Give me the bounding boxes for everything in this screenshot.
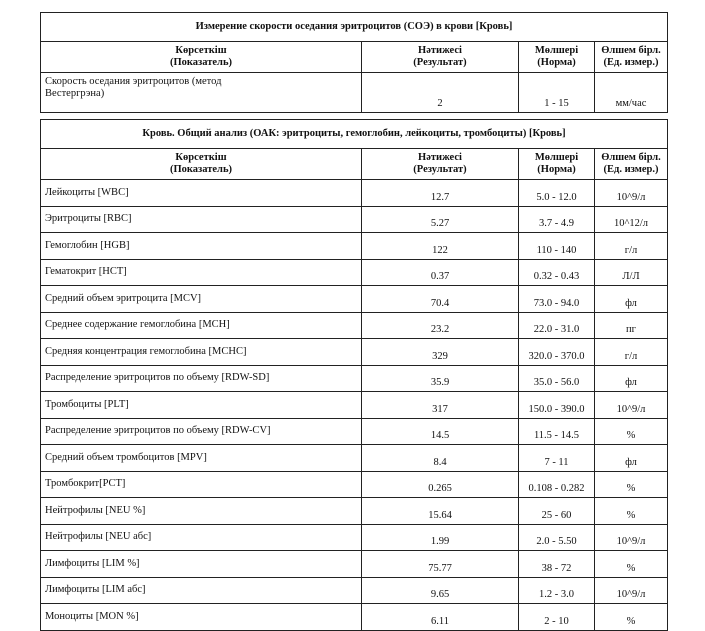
table-row	[41, 312, 668, 339]
table-row	[41, 286, 668, 313]
test-norm: 0.32 - 0.43	[519, 259, 595, 286]
table-row	[41, 418, 668, 445]
test-norm: 2.0 - 5.50	[519, 524, 595, 551]
table-row	[41, 365, 668, 392]
test-name: Лимфоциты [LIM %]	[41, 551, 362, 578]
test-unit: 10^12/л	[595, 206, 668, 233]
test-norm: 7 - 11	[519, 445, 595, 472]
lab-report	[40, 12, 667, 631]
cbc-header-unit: Өлшем бірл. (Ед. измер.)	[595, 149, 668, 180]
test-unit: г/л	[595, 233, 668, 260]
cbc-header-row	[41, 149, 668, 180]
test-value: 23.2	[362, 312, 519, 339]
test-value: 35.9	[362, 365, 519, 392]
test-unit: 10^9/л	[595, 524, 668, 551]
test-name: Нейтрофилы [NEU %]	[41, 498, 362, 525]
test-unit: пг	[595, 312, 668, 339]
test-value: 6.11	[362, 604, 519, 631]
test-unit: мм/час	[595, 73, 668, 113]
test-unit: %	[595, 471, 668, 498]
section-spacer	[41, 113, 668, 120]
test-value: 12.7	[362, 180, 519, 207]
test-unit: фл	[595, 445, 668, 472]
test-unit: %	[595, 498, 668, 525]
table-row	[41, 445, 668, 472]
test-norm: 3.7 - 4.9	[519, 206, 595, 233]
test-value: 0.265	[362, 471, 519, 498]
test-norm: 110 - 140	[519, 233, 595, 260]
esr-header-row	[41, 42, 668, 73]
test-value: 122	[362, 233, 519, 260]
esr-header-norm: Мөлшері (Норма)	[519, 42, 595, 73]
table-row	[41, 604, 668, 631]
test-norm: 38 - 72	[519, 551, 595, 578]
table-row	[41, 471, 668, 498]
test-norm: 2 - 10	[519, 604, 595, 631]
test-unit: фл	[595, 286, 668, 313]
test-name: Распределение эритроцитов по объему [RDW-CV]	[41, 418, 362, 445]
table-row	[41, 498, 668, 525]
esr-header-name: Көрсеткіш (Показатель)	[41, 42, 362, 73]
test-name: Скорость оседания эритроцитов (метод Вестергрэна)	[41, 73, 362, 113]
test-value: 15.64	[362, 498, 519, 525]
test-value: 14.5	[362, 418, 519, 445]
test-unit: г/л	[595, 339, 668, 366]
test-value: 70.4	[362, 286, 519, 313]
test-unit: фл	[595, 365, 668, 392]
cbc-header-result: Нәтижесі (Результат)	[362, 149, 519, 180]
test-name: Средний объем тромбоцитов [MPV]	[41, 445, 362, 472]
test-unit: 10^9/л	[595, 577, 668, 604]
esr-section-title: Измерение скорости оседания эритроцитов (СОЭ) в крови [Кровь]	[41, 13, 668, 42]
table-row	[41, 524, 668, 551]
test-name: Среднее содержание гемоглобина [MCH]	[41, 312, 362, 339]
test-norm: 73.0 - 94.0	[519, 286, 595, 313]
test-unit: 10^9/л	[595, 392, 668, 419]
test-norm: 150.0 - 390.0	[519, 392, 595, 419]
test-name: Средний объем эритроцита [MCV]	[41, 286, 362, 313]
cbc-header-norm: Мөлшері (Норма)	[519, 149, 595, 180]
test-unit: %	[595, 551, 668, 578]
esr-header-unit: Өлшем бірл. (Ед. измер.)	[595, 42, 668, 73]
test-value: 9.65	[362, 577, 519, 604]
test-value: 317	[362, 392, 519, 419]
table-row	[41, 180, 668, 207]
cbc-header-name: Көрсеткіш (Показатель)	[41, 149, 362, 180]
table-row	[41, 206, 668, 233]
table-row	[41, 73, 668, 113]
test-norm: 25 - 60	[519, 498, 595, 525]
test-name: Гемоглобин [HGB]	[41, 233, 362, 260]
test-norm: 22.0 - 31.0	[519, 312, 595, 339]
test-norm: 11.5 - 14.5	[519, 418, 595, 445]
cbc-section-title-row	[41, 120, 668, 149]
test-name: Лейкоциты [WBC]	[41, 180, 362, 207]
test-unit: Л/Л	[595, 259, 668, 286]
test-norm: 320.0 - 370.0	[519, 339, 595, 366]
test-name: Лимфоциты [LIM абс]	[41, 577, 362, 604]
results-table	[40, 12, 668, 631]
test-unit: %	[595, 604, 668, 631]
test-value: 75.77	[362, 551, 519, 578]
test-value: 1.99	[362, 524, 519, 551]
esr-section-title-row	[41, 13, 668, 42]
test-unit: %	[595, 418, 668, 445]
table-row	[41, 259, 668, 286]
cbc-section-title: Кровь. Общий анализ (ОАК: эритроциты, гемоглобин, лейкоциты, тромбоциты) [Кровь]	[41, 120, 668, 149]
test-value: 0.37	[362, 259, 519, 286]
table-row	[41, 551, 668, 578]
test-name: Средняя концентрация гемоглобина [MCHC]	[41, 339, 362, 366]
test-value: 5.27	[362, 206, 519, 233]
test-norm: 1 - 15	[519, 73, 595, 113]
test-value: 329	[362, 339, 519, 366]
test-norm: 35.0 - 56.0	[519, 365, 595, 392]
test-value: 8.4	[362, 445, 519, 472]
test-name: Распределение эритроцитов по объему [RDW-SD]	[41, 365, 362, 392]
test-name: Тромбокрит[PCT]	[41, 471, 362, 498]
test-name: Моноциты [MON %]	[41, 604, 362, 631]
test-name: Нейтрофилы [NEU абс]	[41, 524, 362, 551]
test-name: Тромбоциты [PLT]	[41, 392, 362, 419]
test-name: Гематокрит [HCT]	[41, 259, 362, 286]
table-row	[41, 233, 668, 260]
test-unit: 10^9/л	[595, 180, 668, 207]
test-value: 2	[362, 73, 519, 113]
test-name: Эритроциты [RBC]	[41, 206, 362, 233]
table-row	[41, 339, 668, 366]
esr-header-result: Нәтижесі (Результат)	[362, 42, 519, 73]
table-row	[41, 392, 668, 419]
test-norm: 1.2 - 3.0	[519, 577, 595, 604]
test-norm: 5.0 - 12.0	[519, 180, 595, 207]
test-norm: 0.108 - 0.282	[519, 471, 595, 498]
